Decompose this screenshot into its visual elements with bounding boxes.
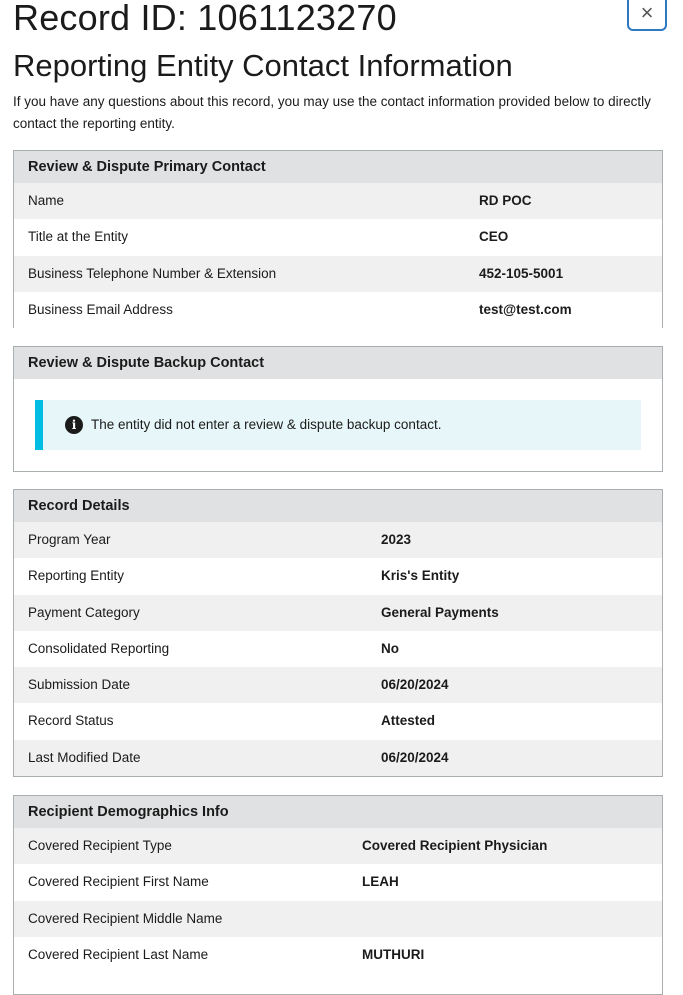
- table-row: [14, 219, 662, 255]
- row-label: Payment Category: [28, 604, 140, 620]
- row-value: 452-105-5001: [479, 265, 564, 281]
- row-label: Reporting Entity: [28, 568, 125, 584]
- row-label: Submission Date: [28, 677, 131, 693]
- close-icon: ×: [640, 0, 654, 25]
- row-label: Covered Recipient Type: [28, 838, 172, 853]
- table-row: [14, 740, 662, 776]
- table-row: [14, 292, 662, 328]
- row-value: General Payments: [381, 604, 499, 620]
- backup-contact-heading: Review & Dispute Backup Contact: [14, 347, 662, 379]
- alert-message: The entity did not enter a review & dispute backup contact.: [91, 417, 442, 432]
- row-value: Kris's Entity: [381, 568, 460, 584]
- backup-contact-panel: [13, 346, 663, 472]
- row-value: test@test.com: [479, 301, 572, 317]
- table-row: [14, 256, 662, 292]
- row-value: 06/20/2024: [381, 749, 449, 765]
- row-label: Program Year: [28, 532, 111, 547]
- table-row: [14, 631, 662, 667]
- row-value: LEAH: [362, 874, 399, 890]
- row-label: Name: [28, 193, 65, 208]
- row-label: Business Email Address: [28, 301, 173, 317]
- row-label: Covered Recipient Last Name: [28, 946, 209, 962]
- row-label: Covered Recipient Middle Name: [28, 910, 223, 926]
- recipient-demographics-heading: Recipient Demographics Info: [14, 796, 662, 828]
- row-value: Attested: [381, 713, 436, 729]
- info-icon: i: [65, 416, 83, 434]
- table-row: [14, 558, 662, 594]
- primary-contact-panel: [13, 150, 663, 328]
- row-value: MUTHURI: [362, 946, 425, 962]
- intro-text: If you have any questions about this record, you may use the contact information provided below to directly contact the reporting entity.: [13, 94, 651, 131]
- row-label: Record Status: [28, 713, 114, 729]
- row-label: Covered Recipient First Name: [28, 874, 209, 890]
- record-details-heading: Record Details: [14, 490, 662, 522]
- row-value: 2023: [381, 532, 412, 547]
- primary-contact-heading: Review & Dispute Primary Contact: [14, 151, 662, 183]
- table-row: [14, 937, 662, 973]
- table-row: [14, 828, 662, 864]
- recipient-demographics-panel: [13, 795, 663, 995]
- row-value: CEO: [479, 229, 509, 245]
- close-button[interactable]: [627, 0, 667, 31]
- row-value: 06/20/2024: [381, 677, 449, 693]
- record-id-heading: Record ID: 1061123270: [13, 0, 397, 38]
- row-value: RD POC: [479, 193, 532, 208]
- row-label: Business Telephone Number & Extension: [28, 265, 277, 281]
- table-row: [14, 901, 662, 937]
- table-row: [14, 522, 662, 558]
- row-label: Consolidated Reporting: [28, 640, 170, 656]
- row-label: Title at the Entity: [28, 229, 129, 245]
- info-alert: [35, 400, 641, 450]
- row-value: Covered Recipient Physician: [362, 838, 548, 853]
- table-row: [14, 595, 662, 631]
- table-row: [14, 667, 662, 703]
- table-row: [14, 183, 662, 219]
- row-value: No: [381, 640, 399, 656]
- row-label: Last Modified Date: [28, 749, 141, 765]
- table-row: [14, 703, 662, 739]
- page-title: Reporting Entity Contact Information: [13, 48, 513, 83]
- table-row: [14, 864, 662, 900]
- record-details-panel: [13, 489, 663, 777]
